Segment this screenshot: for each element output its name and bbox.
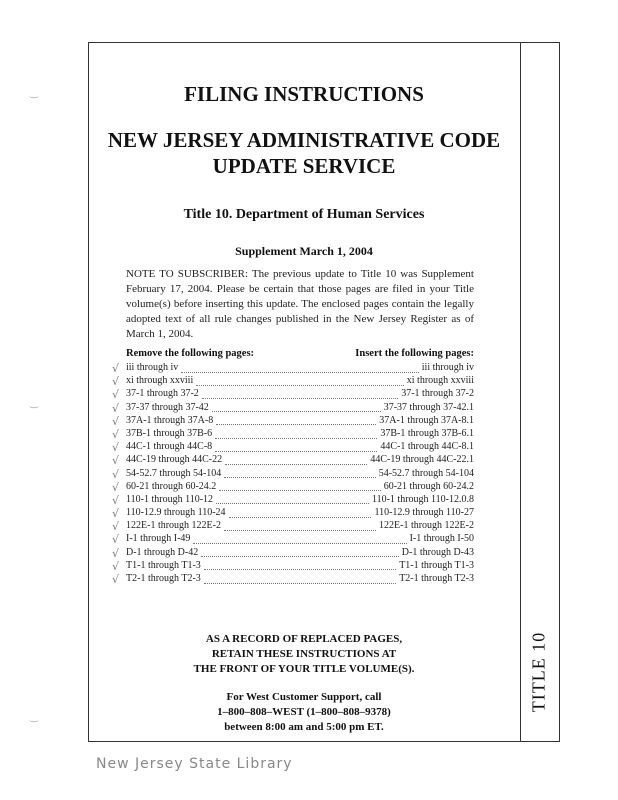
remove-pages: 54-52.7 through 54-104 [126, 467, 222, 479]
record-line: RETAIN THESE INSTRUCTIONS AT [211, 648, 397, 660]
table-row [112, 573, 474, 586]
check-mark-icon: √ [112, 559, 120, 573]
remove-column-header: Remove the following pages: [126, 348, 255, 359]
support-info [88, 690, 520, 735]
support-phone: 1–800–808–WEST (1–800–808–9378) [217, 706, 391, 718]
table-row [112, 480, 474, 494]
check-mark-icon: √ [112, 427, 120, 441]
leader-dots [225, 457, 367, 465]
table-row [112, 441, 474, 455]
insert-pages: iii through iv [421, 362, 474, 373]
remove-pages: T1-1 through T1-3 [126, 559, 201, 571]
remove-pages: I-1 through I-49 [126, 533, 191, 545]
check-mark-icon: √ [112, 520, 120, 534]
table-row [112, 493, 474, 507]
remove-pages: 37A-1 through 37A-8 [126, 414, 214, 426]
table-row [112, 414, 474, 428]
insert-pages: 44C-19 through 44C-22.1 [370, 454, 474, 466]
check-mark-icon: √ [112, 375, 120, 389]
code-heading-line2: UPDATE SERVICE [212, 154, 396, 178]
leader-dots [201, 549, 399, 557]
check-mark-icon: √ [112, 573, 120, 586]
insert-pages: 110-12.9 through 110-27 [374, 507, 474, 519]
margin-mark: ‿ [30, 398, 39, 409]
table-row [112, 559, 474, 573]
title-heading: Title 10. Department of Human Services [183, 207, 425, 222]
remove-pages: 44C-1 through 44C-8 [126, 441, 213, 453]
remove-pages: 122E-1 through 122E-2 [126, 520, 221, 532]
insert-pages: 37B-1 through 37B-6.1 [380, 427, 474, 439]
insert-pages: 122E-1 through 122E-2 [379, 520, 474, 532]
check-mark-icon: √ [112, 546, 120, 560]
table-row [112, 362, 474, 375]
check-mark-icon: √ [112, 533, 120, 547]
check-mark-icon: √ [112, 493, 120, 507]
leader-dots [196, 378, 404, 386]
check-mark-icon: √ [112, 388, 120, 402]
insert-pages: T2-1 through T2-3 [399, 573, 474, 584]
leader-dots [229, 510, 372, 518]
insert-pages: D-1 through D-43 [401, 546, 474, 558]
leader-dots [212, 404, 381, 412]
remove-pages: 110-1 through 110-12 [126, 493, 214, 505]
remove-pages: 37-1 through 37-2 [126, 388, 199, 400]
support-line: For West Customer Support, call [226, 691, 382, 703]
leader-dots [202, 391, 398, 399]
insert-pages: 37-1 through 37-2 [401, 388, 474, 400]
margin-mark: ‿ [30, 712, 39, 723]
remove-pages: 110-12.9 through 110-24 [126, 507, 226, 519]
record-line: AS A RECORD OF REPLACED PAGES, [205, 633, 403, 645]
insert-pages: 37A-1 through 37A-8.1 [379, 414, 474, 426]
leader-dots [224, 523, 376, 531]
remove-pages: 37B-1 through 37B-6 [126, 427, 213, 439]
remove-pages: T2-1 through T2-3 [126, 573, 201, 584]
subscriber-note: NOTE TO SUBSCRIBER: The previous update to Title 10 was Supplement February 17, 2004. Please be certain that those pages are filed in your Title volume(s) before inserting this update. The enclosed pages contain the legally adopted text of all rule changes published in the New Jersey Register as of March 1, 2004. [126, 268, 474, 340]
table-row [112, 507, 474, 521]
leader-dots [216, 417, 376, 425]
check-mark-icon: √ [112, 414, 120, 428]
check-mark-icon: √ [112, 480, 120, 494]
leader-dots [215, 431, 377, 439]
supplement-date: Supplement March 1, 2004 [235, 244, 373, 258]
code-heading-line1: NEW JERSEY ADMINISTRATIVE CODE [107, 128, 501, 152]
leader-dots [204, 562, 396, 570]
table-row [112, 427, 474, 441]
record-line: THE FRONT OF YOUR TITLE VOLUME(S). [193, 663, 415, 675]
filing-instructions-heading: FILING INSTRUCTIONS [184, 82, 424, 106]
library-stamp: New Jersey State Library [96, 756, 293, 772]
title-tab-label: TITLE 10 [528, 631, 549, 713]
insert-pages: xi through xxviii [406, 375, 474, 387]
table-row [112, 520, 474, 534]
remove-pages: xi through xxviii [126, 375, 194, 387]
table-row [112, 388, 474, 402]
table-row [112, 467, 474, 481]
tab-divider [520, 42, 521, 742]
insert-pages: 54-52.7 through 54-104 [378, 467, 474, 479]
leader-dots [193, 536, 406, 544]
table-row [112, 375, 474, 389]
table-row [112, 401, 474, 415]
remove-pages: 44C-19 through 44C-22 [126, 454, 223, 466]
record-instructions [88, 632, 520, 677]
check-mark-icon: √ [112, 362, 120, 375]
remove-pages: iii through iv [126, 362, 179, 373]
insert-pages: 60-21 through 60-24.2 [383, 480, 474, 492]
table-row [112, 533, 474, 547]
leader-dots [219, 483, 380, 491]
remove-pages: D-1 through D-42 [126, 546, 199, 558]
margin-mark: ‿ [30, 88, 39, 99]
insert-pages: 44C-1 through 44C-8.1 [380, 441, 474, 453]
insert-pages: 37-37 through 37-42.1 [383, 401, 474, 413]
page-list [112, 362, 474, 586]
insert-pages: 110-1 through 110-12.0.8 [371, 493, 474, 505]
remove-pages: 37-37 through 37-42 [126, 401, 209, 413]
check-mark-icon: √ [112, 454, 120, 468]
remove-pages: 60-21 through 60-24.2 [126, 480, 217, 492]
check-mark-icon: √ [112, 467, 120, 481]
insert-column-header: Insert the following pages: [355, 348, 474, 359]
leader-dots [204, 576, 396, 584]
check-mark-icon: √ [112, 441, 120, 455]
insert-pages: T1-1 through T1-3 [399, 559, 474, 571]
insert-pages: I-1 through I-50 [409, 533, 474, 545]
table-row [112, 546, 474, 560]
leader-dots [181, 365, 419, 373]
check-mark-icon: √ [112, 401, 120, 415]
leader-dots [224, 470, 375, 478]
leader-dots [216, 496, 369, 504]
support-hours: between 8:00 am and 5:00 pm ET. [224, 721, 384, 733]
check-mark-icon: √ [112, 507, 120, 521]
leader-dots [215, 444, 377, 452]
table-row [112, 454, 474, 468]
